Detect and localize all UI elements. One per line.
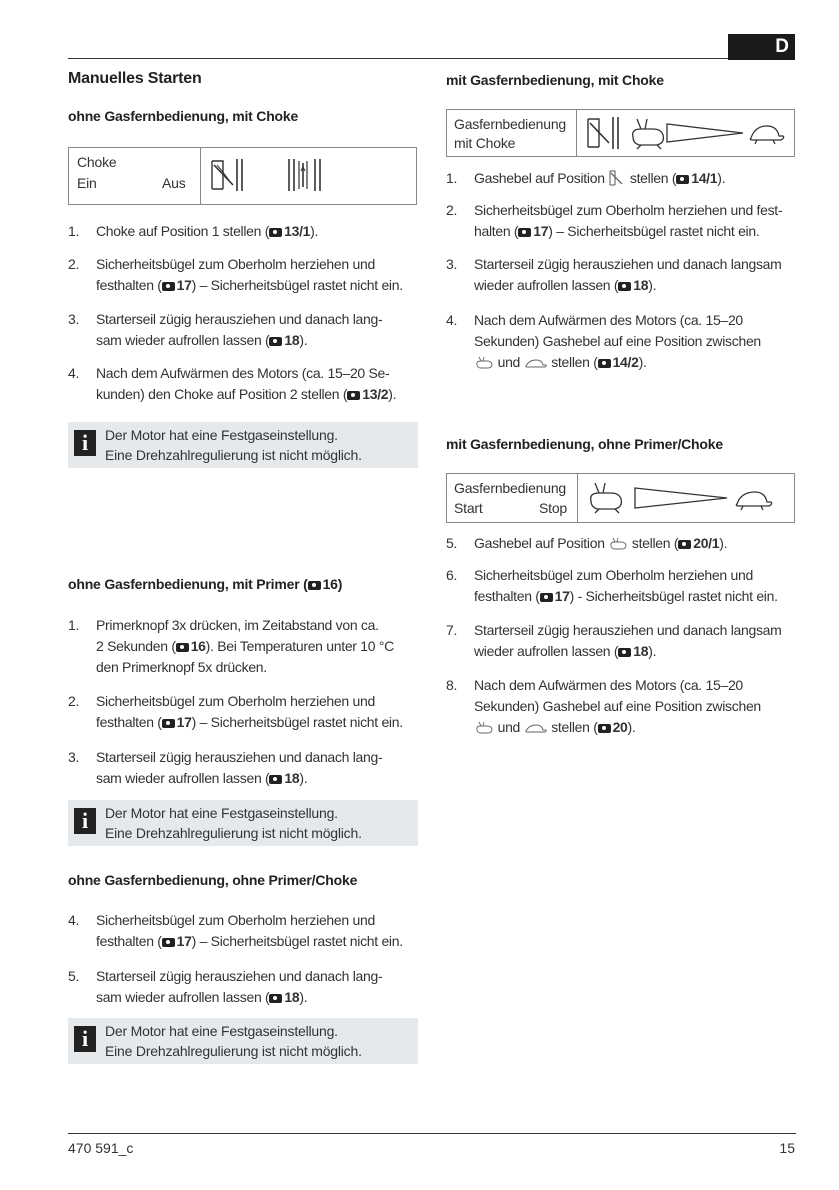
section-heading: ohne Gasfernbedienung, ohne Primer/Choke [68, 872, 358, 888]
turtle-icon [524, 358, 548, 370]
step-3: 3. Starterseil zügig herausziehen und danach langsam wieder aufrollen lassen ( 18). [446, 256, 782, 293]
turtle-icon [747, 122, 787, 146]
choke-on-icon [209, 157, 249, 193]
step-2: 2. Sicherheitsbügel zum Oberholm herziehen und fest- halten ( 17) – Sicherheitsbügel rastet nicht ein. [446, 202, 783, 239]
step-4: 4. Nach dem Aufwärmen des Motors (ca. 15–20 Sekunden) Gashebel auf eine Position zwischen und stellen ( 14/2). [446, 312, 761, 370]
rabbit-icon [608, 537, 628, 551]
info-box: i Der Motor hat eine Festgaseinstellung. Eine Drehzahlregulierung ist nicht möglich. [68, 422, 418, 468]
camera-icon [162, 282, 175, 291]
camera-icon [598, 359, 611, 368]
rabbit-icon [474, 721, 494, 735]
rabbit-icon [585, 481, 627, 515]
step-6: 6. Sicherheitsbügel zum Oberholm herziehen und festhalten ( 17) - Sicherheitsbügel rastet nicht ein. [446, 567, 778, 604]
page-number: 15 [779, 1140, 795, 1156]
step-1: 1. Gashebel auf Position stellen ( 14/1). [446, 170, 726, 186]
step-8: 8. Nach dem Aufwärmen des Motors (ca. 15–20 Sekunden) Gashebel auf eine Position zwischen und stellen ( 20). [446, 677, 761, 735]
table-label: Gasfernbedienung [454, 116, 566, 132]
choke-table [68, 147, 417, 205]
camera-icon [618, 648, 631, 657]
step-2: 2. Sicherheitsbügel zum Oberholm herziehen und festhalten ( 17) – Sicherheitsbügel rastet nicht ein. [68, 693, 403, 730]
page-title: Manuelles Starten [68, 70, 202, 87]
section-heading: mit Gasfernbedienung, ohne Primer/Choke [446, 436, 723, 452]
rabbit-icon [474, 356, 494, 370]
camera-icon [269, 228, 282, 237]
step-7: 7. Starterseil zügig herausziehen und danach langsam wieder aufrollen lassen ( 18). [446, 622, 782, 659]
step-4: 4. Sicherheitsbügel zum Oberholm herziehen und festhalten ( 17) – Sicherheitsbügel rastet nicht ein. [68, 912, 403, 949]
rabbit-icon [627, 117, 669, 151]
speed-wedge-icon [665, 122, 745, 144]
start-label: Start [454, 500, 483, 516]
choke-off-icon [287, 157, 327, 193]
camera-icon [162, 938, 175, 947]
info-box: i Der Motor hat eine Festgaseinstellung. Eine Drehzahlregulierung ist nicht möglich. [68, 800, 418, 846]
camera-icon [269, 775, 282, 784]
info-icon: i [74, 808, 96, 834]
choke-label: Choke [77, 154, 117, 170]
choke-off-label: Aus [162, 175, 186, 191]
step-3: 3. Starterseil zügig herausziehen und danach lang- sam wieder aufrollen lassen ( 18). [68, 749, 383, 786]
table-label: Gasfernbedienung [454, 480, 566, 496]
language-tab: D [728, 34, 795, 60]
step-4: 4. Nach dem Aufwärmen des Motors (ca. 15–20 Se- kunden) den Choke auf Position 2 stellen ( 13/2). [68, 365, 397, 402]
camera-icon [308, 581, 321, 590]
camera-icon [540, 593, 553, 602]
camera-icon [162, 719, 175, 728]
turtle-icon [733, 488, 777, 512]
camera-icon [347, 391, 360, 400]
step-5: 5. Starterseil zügig herausziehen und danach lang- sam wieder aufrollen lassen ( 18). [68, 968, 383, 1005]
document-id: 470 591_c [68, 1140, 134, 1156]
step-1: 1. Choke auf Position 1 stellen ( 13/1). [68, 223, 319, 239]
throttle-table [446, 473, 795, 523]
camera-icon [598, 724, 611, 733]
camera-icon [676, 175, 689, 184]
info-icon: i [74, 1026, 96, 1052]
camera-icon [518, 228, 531, 237]
choke-on-icon [585, 115, 625, 151]
throttle-choke-table [446, 109, 795, 157]
stop-label: Stop [539, 500, 567, 516]
section-heading: mit Gasfernbedienung, mit Choke [446, 72, 664, 88]
camera-icon [269, 994, 282, 1003]
speed-wedge-icon [633, 486, 729, 510]
camera-icon [269, 337, 282, 346]
camera-icon [678, 540, 691, 549]
table-label: mit Choke [454, 135, 516, 151]
section-heading: ohne Gasfernbedienung, mit Primer ( 16) [68, 576, 343, 592]
section-heading: ohne Gasfernbedienung, mit Choke [68, 108, 299, 124]
step-5: 5. Gashebel auf Position stellen ( 20/1). [446, 535, 728, 551]
step-2: 2. Sicherheitsbügel zum Oberholm herziehen und festhalten ( 17) – Sicherheitsbügel rastet nicht ein. [68, 256, 403, 293]
info-icon: i [74, 430, 96, 456]
header-rule [68, 58, 728, 59]
info-box: i Der Motor hat eine Festgaseinstellung. Eine Drehzahlregulierung ist nicht möglich. [68, 1018, 418, 1064]
step-3: 3. Starterseil zügig herausziehen und danach lang- sam wieder aufrollen lassen ( 18). [68, 311, 383, 348]
choke-on-label: Ein [77, 175, 97, 191]
footer-rule [68, 1133, 796, 1134]
turtle-icon [524, 723, 548, 735]
choke-icon [608, 170, 626, 186]
camera-icon [618, 282, 631, 291]
step-1: 1. Primerknopf 3x drücken, im Zeitabstand von ca. 2 Sekunden ( 16). Bei Temperaturen unter 10 °C den Primerknopf 5x drücken. [68, 617, 394, 675]
camera-icon [176, 643, 189, 652]
